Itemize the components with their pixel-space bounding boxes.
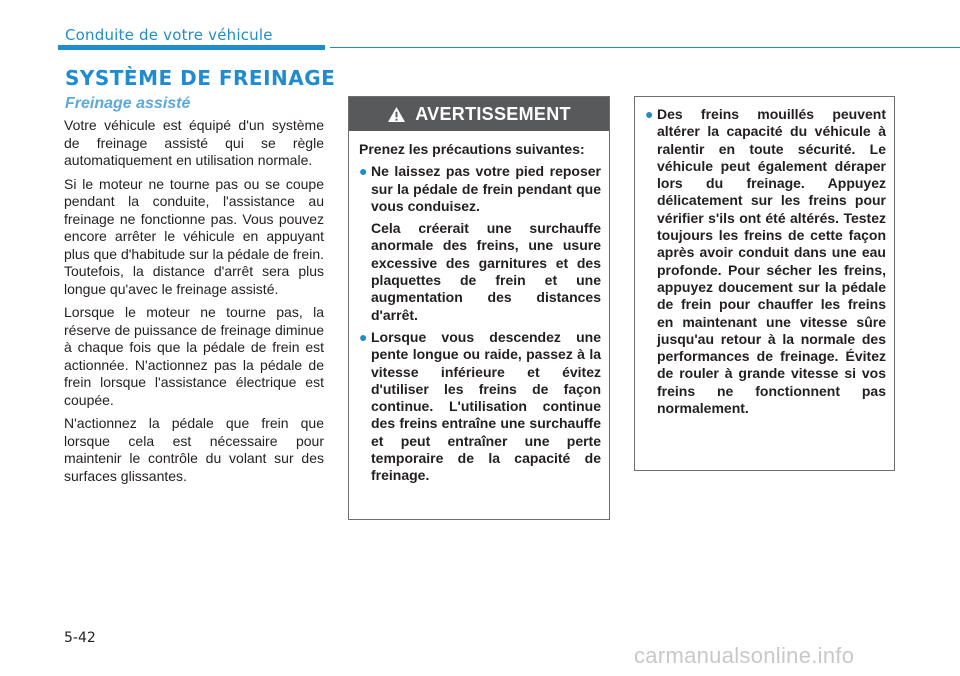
watermark: carmanualsonline.info [634,643,855,668]
chapter-header: Conduite de votre véhicule [65,26,273,44]
body-paragraph: Lorsque le moteur ne tourne pas, la réserve de puissance de freinage diminue à chaque fois que la pédale de frein est actionnée. N'actionnez pas la pédale de frein lorsque l'assistance électrique est coupée. [64,304,324,408]
warning-bullet-continuation: Cela créerait une surchauffe anormale des freins, une usure excessive des garnitures et des plaquettes de frein et une augmentation des distances d'arrêt. [371,220,601,323]
body-column [64,117,324,491]
bullet-dot-icon: ● [359,328,368,345]
body-paragraph: N'actionnez la pédale que frein que lorsque cela est nécessaire pour maintenir le contrôle du volant sur des surfaces glissantes. [64,415,324,484]
warning-title: AVERTISSEMENT [415,103,571,124]
warning-continued-box [634,96,895,471]
page-number: 5-42 [64,630,96,646]
body-paragraph: Si le moteur ne tourne pas ou se coupe pendant la conduite, l'assistance au freinage ne fonctionne pas. Vous pouvez encore arrêter le véhicule en appuyant plus que d'habitude sur la pédale de frein. Toutefois, la distance d'arrêt sera plus longue qu'avec le freinage assisté. [64,175,324,297]
warning-bullet [359,163,601,215]
bullet-dot-icon: ● [359,163,368,180]
warning-bullet-text: Ne laissez pas votre pied reposer sur la pédale de frein pendant que vous conduisez. [371,163,601,214]
warning-bullet [359,329,601,485]
warning-bullet [645,106,886,417]
warning-triangle-icon [387,106,406,123]
warning-body [349,131,609,485]
section-title: SYSTÈME DE FREINAGE [65,66,336,90]
bullet-dot-icon: ● [645,106,654,122]
warning-box [348,96,610,520]
warning-bullet-text: Des freins mouillés peuvent altérer la capacité du véhicule à ralentir en toute sécurité. Le véhicule peut également déraper lors du freinage. Appuyez délicatement sur les freins pour vérifier s'ils ont été altérés. Testez toujours les freins de cette façon après avoir conduit dans une eau profonde. Pour sécher les freins, appuyez doucement sur la pédale de frein pour chauffer les freins en maintenant une vitesse sûre jusqu'au retour à la normale des performances de freinage. Évitez de rouler à grande vitesse si vos freins ne fonctionnent pas normalement. [657,106,886,417]
body-paragraph: Votre véhicule est équipé d'un système de freinage assisté qui se règle automatiquement en utilisation normale. [64,117,324,168]
header-rule-thick [58,45,325,50]
subsection-title: Freinage assisté [65,95,191,112]
warning-bullet-text: Lorsque vous descendez une pente longue ou raide, passez à la vitesse inférieure et évitez d'utiliser les freins de façon continue. L'utilisation continue des freins entraîne une surchauffe et peut entraîner une perte temporaire de la capacité de freinage. [371,328,601,484]
warning-intro: Prenez les précautions suivantes: [359,141,585,157]
header-rule-thin [330,47,960,48]
warning-header [349,97,609,131]
